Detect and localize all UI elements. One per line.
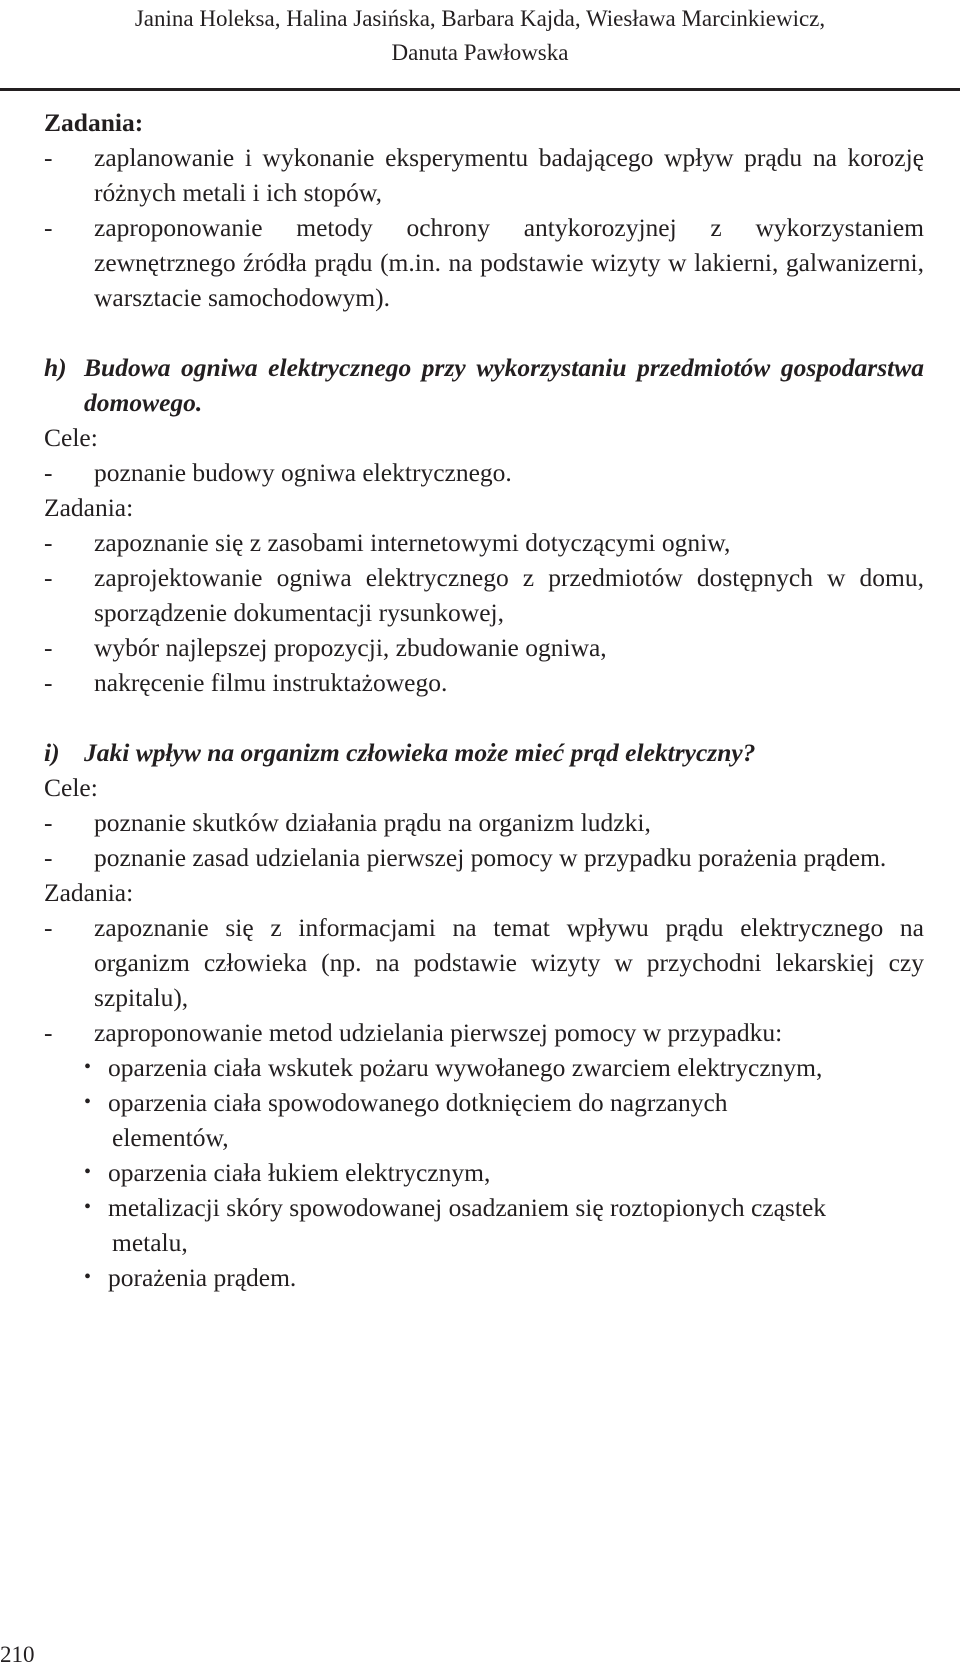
list-item-text: zaplanowanie i wykonanie eksperymentu badającego wpływ prądu na korozję różnych metali i ich stopów,: [94, 143, 924, 207]
list-item: [44, 630, 924, 665]
list-item: [44, 910, 924, 1015]
page-body: [44, 105, 924, 1295]
list-item: [44, 560, 924, 630]
bullet-text-continuation: metalu,: [112, 1228, 188, 1257]
list-item-text: nakręcenie filmu instruktażowego.: [94, 668, 448, 697]
bullet-text: oparzenia ciała spowodowanego dotknięciem do nagrzanych: [108, 1088, 728, 1117]
bullet-marker: •: [84, 1196, 92, 1218]
list-item-text: zaprojektowanie ogniwa elektrycznego z przedmiotów dostępnych w domu, sporządzenie dokumentacji rysunkowej,: [94, 563, 924, 627]
dash-marker: -: [44, 528, 53, 557]
running-header: [0, 2, 960, 70]
header-authors-line2: Danuta Pawłowska: [391, 40, 569, 65]
page-number: 210: [0, 1642, 35, 1667]
list-item: [44, 210, 924, 315]
bullet-text-continuation: elementów,: [112, 1123, 229, 1152]
dash-marker: -: [44, 213, 53, 242]
bullet-marker: •: [84, 1056, 92, 1078]
list-item-text: poznanie skutków działania prądu na organizm ludzki,: [94, 808, 651, 837]
list-item-text: poznanie zasad udzielania pierwszej pomocy w przypadku porażenia prądem.: [94, 843, 887, 872]
list-item-text: zaproponowanie metod udzielania pierwszej pomocy w przypadku:: [94, 1018, 783, 1047]
dash-marker: -: [44, 843, 53, 872]
bullet-marker: •: [84, 1091, 92, 1113]
bullet-marker: •: [84, 1266, 92, 1288]
dash-marker: -: [44, 808, 53, 837]
dash-marker: -: [44, 633, 53, 662]
dash-marker: -: [44, 563, 53, 592]
section-title-text: Jaki wpływ na organizm człowieka może mieć prąd elektryczny?: [84, 738, 756, 767]
list-item: [44, 455, 924, 490]
bullet-text: oparzenia ciała wskutek pożaru wywołanego zwarciem elektrycznym,: [108, 1053, 823, 1082]
section-title-text: Budowa ogniwa elektrycznego przy wykorzystaniu przedmiotów gospodarstwa domowego.: [84, 353, 924, 417]
bullet-item: [44, 1190, 924, 1260]
bullet-item: [44, 1155, 924, 1190]
list-item: [44, 140, 924, 210]
list-item-text: zapoznanie się z informacjami na temat wpływu prądu elektrycznego na organizm człowieka (np. na podstawie wizyty w przychodni lekarskiej czy szpitalu),: [94, 913, 924, 1012]
header-authors-line1: Janina Holeksa, Halina Jasińska, Barbara Kajda, Wiesława Marcinkiewicz,: [134, 6, 826, 31]
header-divider: [0, 88, 960, 91]
section-letter: i): [44, 738, 60, 767]
dash-marker: -: [44, 1018, 53, 1047]
bullet-item: [44, 1085, 924, 1155]
section-i-title: [44, 735, 924, 770]
list-item: [44, 840, 924, 875]
tasks-heading: Zadania:: [44, 108, 144, 137]
list-item-text: wybór najlepszej propozycji, zbudowanie ogniwa,: [94, 633, 607, 662]
goals-heading: Cele:: [44, 773, 98, 802]
list-item-text: zapoznanie się z zasobami internetowymi dotyczącymi ogniw,: [94, 528, 731, 557]
bullet-text: metalizacji skóry spowodowanej osadzaniem się roztopionych cząstek: [108, 1193, 827, 1222]
tasks-heading: Zadania:: [44, 493, 134, 522]
bullet-marker: •: [84, 1161, 92, 1183]
bullet-item: [44, 1050, 924, 1085]
tasks-heading: Zadania:: [44, 878, 134, 907]
list-item: [44, 525, 924, 560]
section-letter: h): [44, 353, 67, 382]
list-item-text: poznanie budowy ogniwa elektrycznego.: [94, 458, 512, 487]
bullet-text: oparzenia ciała łukiem elektrycznym,: [108, 1158, 491, 1187]
bullet-item: [44, 1260, 924, 1295]
goals-heading: Cele:: [44, 423, 98, 452]
dash-marker: -: [44, 913, 53, 942]
list-item-text: zaproponowanie metody ochrony antykorozyjnej z wykorzystaniem zewnętrznego źródła prądu (m.in. na podstawie wizyty w lakierni, galwanizerni, warsztacie samochodowym).: [94, 213, 924, 312]
dash-marker: -: [44, 458, 53, 487]
bullet-text: porażenia prądem.: [108, 1263, 297, 1292]
dash-marker: -: [44, 143, 53, 172]
list-item: [44, 805, 924, 840]
dash-marker: -: [44, 668, 53, 697]
list-item: [44, 665, 924, 700]
list-item: [44, 1015, 924, 1050]
section-h-title: [44, 350, 924, 420]
